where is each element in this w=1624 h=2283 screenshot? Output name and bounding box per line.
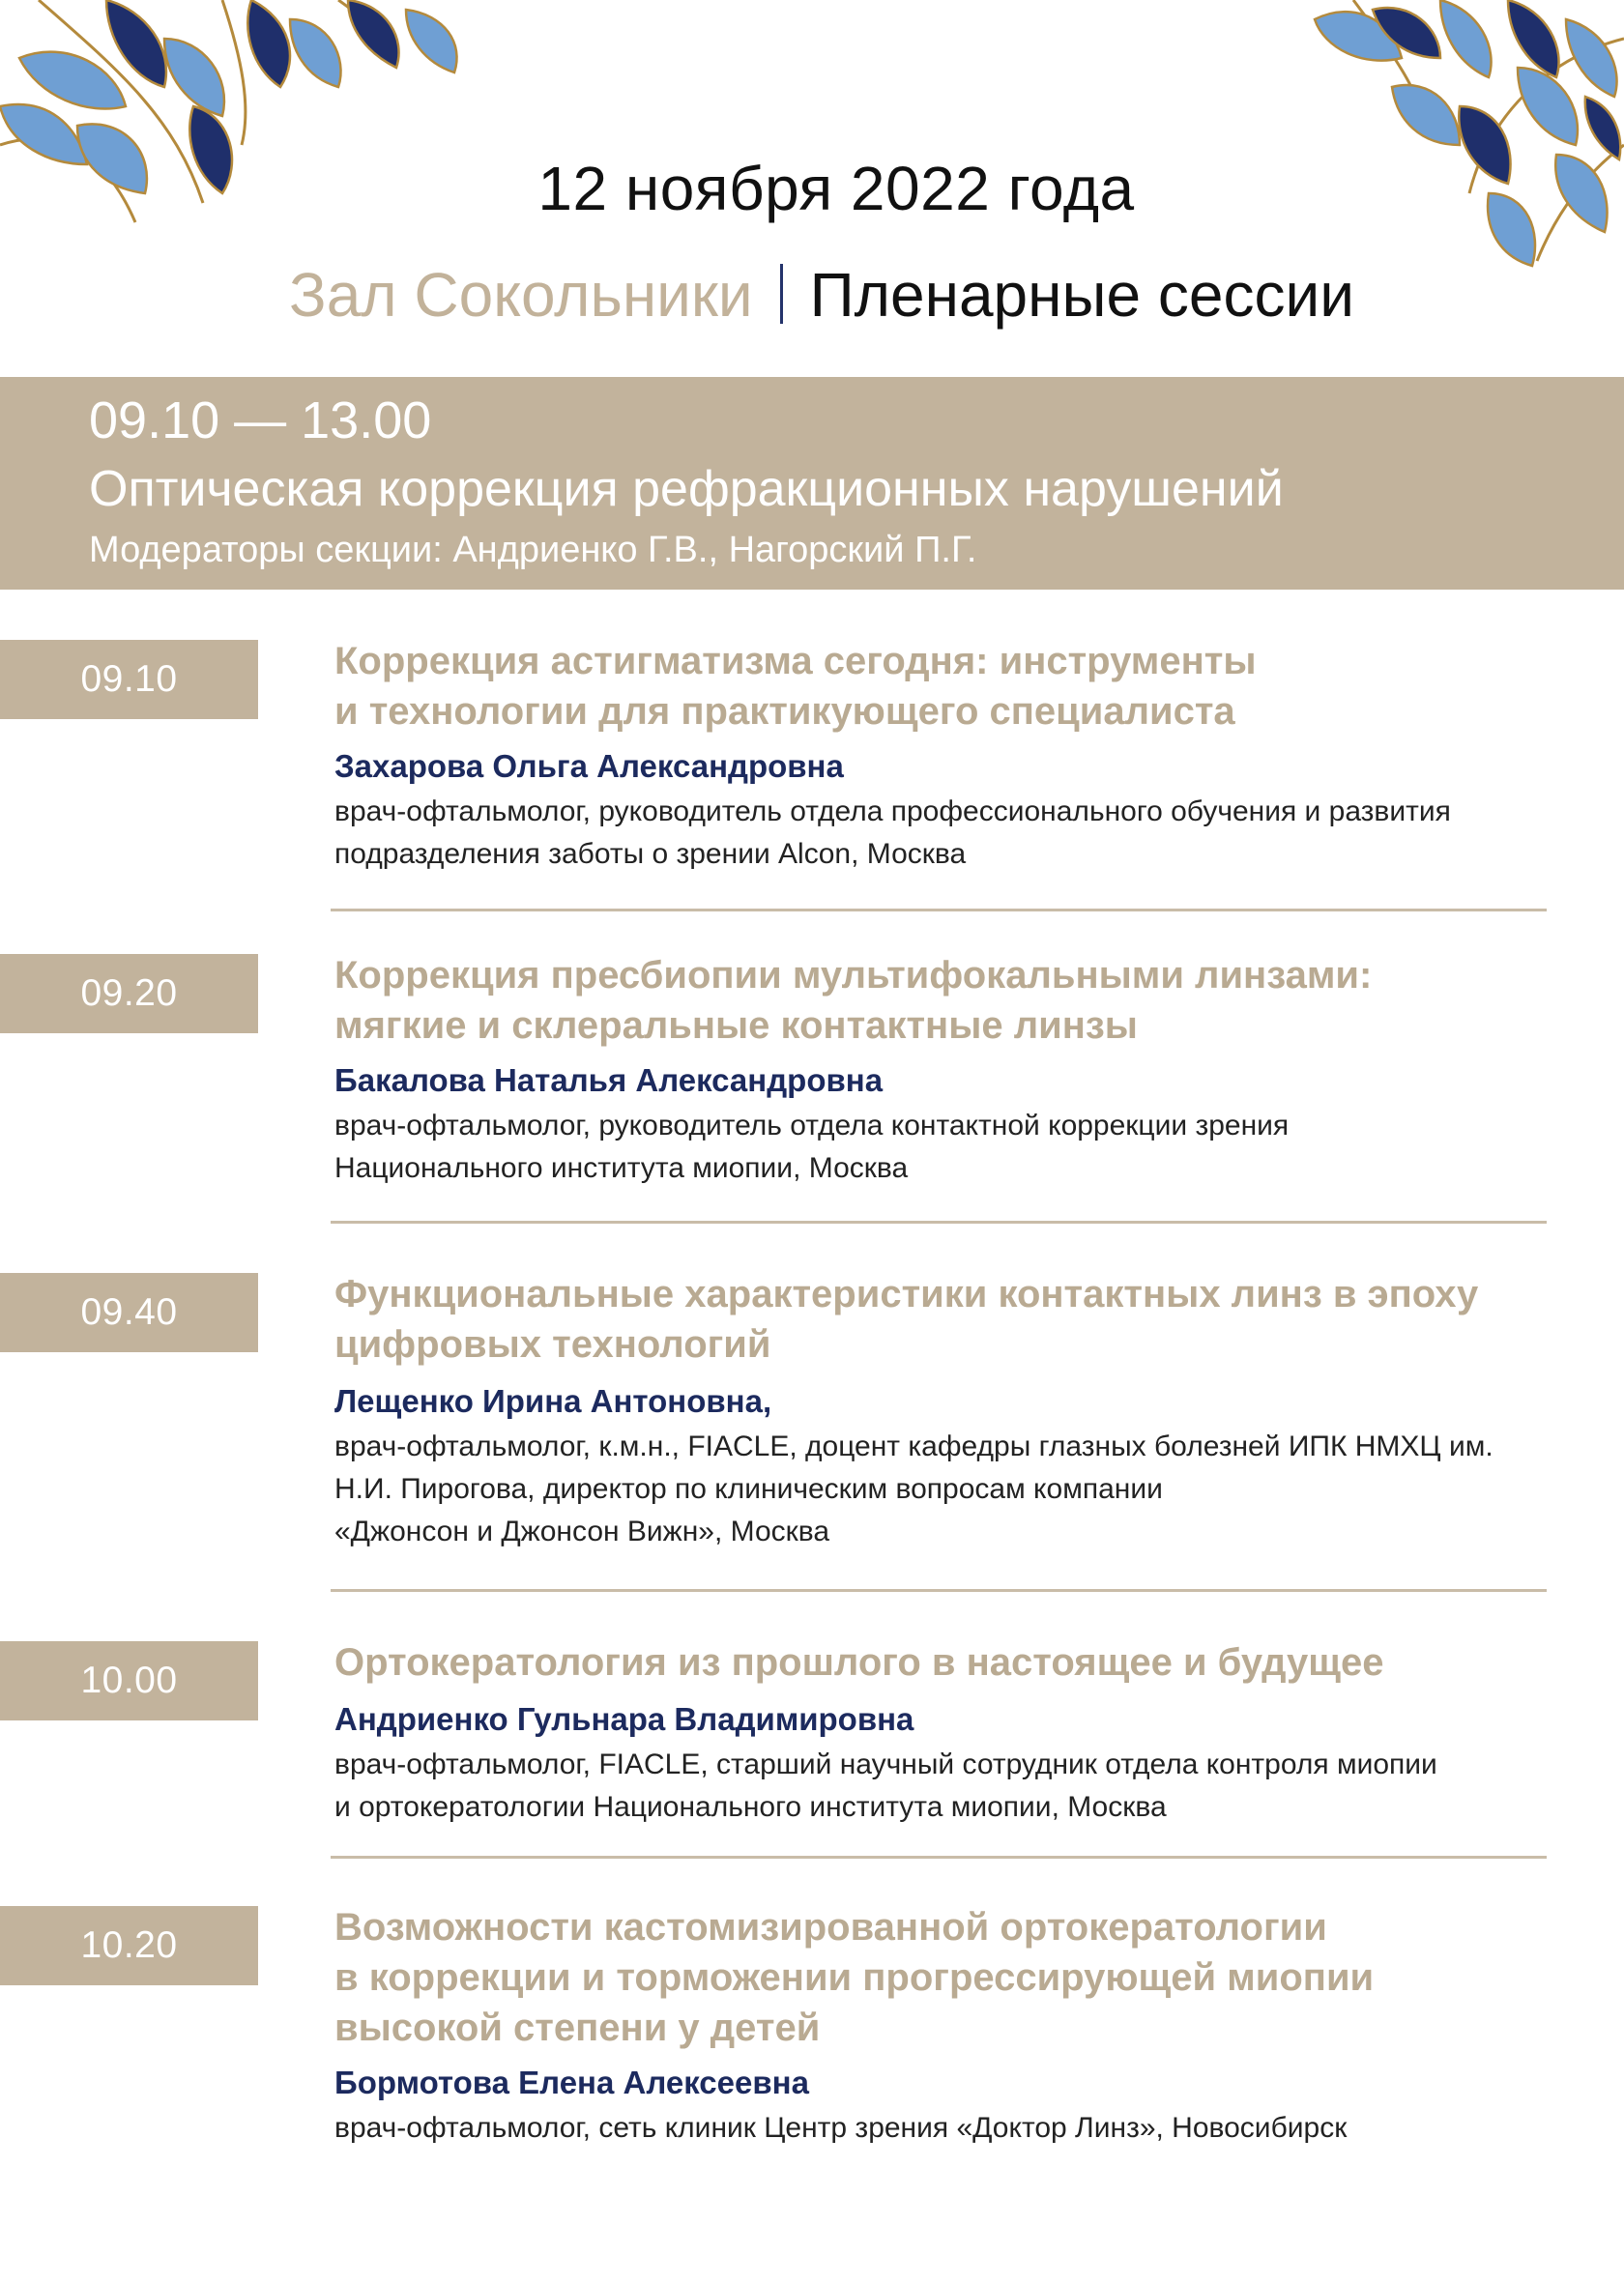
talk-title: Ортокератология из прошлого в настоящее и будущее	[334, 1641, 1384, 1684]
divider	[331, 1856, 1547, 1859]
section-banner	[0, 377, 1624, 590]
speaker-name: Бакалова Наталья Александровна	[334, 1062, 884, 1098]
speaker-info: врач-офтальмолог, руководитель отдела контактной коррекции зрения Национального института миопии, Москва	[334, 1110, 1290, 1184]
section-moderators: Модераторы секции: Андриенко Г.В., Нагорский П.Г.	[89, 530, 977, 570]
session-type: Пленарные сессии	[809, 260, 1354, 330]
speaker-info: врач-офтальмолог, FIACLE, старший научный сотрудник отдела контроля миопии и ортокератологии Национального института миопии, Москва	[334, 1748, 1437, 1823]
speaker-info: врач-офтальмолог, к.м.н., FIACLE, доцент кафедры глазных болезней ИПК НМХЦ им. Н.И. Пирогова, директор по клиническим вопросам компании «Джонсон и Джонсон Вижн», Москва	[334, 1430, 1494, 1547]
talk-title: Возможности кастомизированной ортокератологии в коррекции и торможении прогрессирующей миопии высокой степени у детей	[334, 1906, 1375, 2049]
section-time: 09.10 — 13.00	[89, 391, 432, 449]
speaker-name: Бормотова Елена Алексеевна	[334, 2065, 809, 2100]
speaker-name: Захарова Ольга Александровна	[334, 748, 844, 784]
speaker-info: врач-офтальмолог, сеть клиник Центр зрения «Доктор Линз», Новосибирск	[334, 2112, 1348, 2144]
talk-time: 09.20	[0, 954, 258, 1033]
talk-time: 10.00	[0, 1641, 258, 1720]
separator	[780, 264, 783, 324]
section-title: Оптическая коррекция рефракционных нарушений	[89, 461, 1284, 517]
event-date: 12 ноября 2022 года	[537, 154, 1135, 223]
leaves-ornament-icon	[1295, 0, 1624, 271]
talk-title: Функциональные характеристики контактных линз в эпоху цифровых технологий	[334, 1273, 1479, 1366]
divider	[331, 909, 1547, 911]
speaker-name: Лещенко Ирина Антоновна,	[334, 1383, 772, 1419]
talk-time: 09.10	[0, 640, 258, 719]
hall-name: Зал Сокольники	[289, 260, 753, 330]
speaker-name: Андриенко Гульнара Владимировна	[334, 1701, 914, 1737]
divider	[331, 1221, 1547, 1224]
speaker-info: врач-офтальмолог, руководитель отдела профессионального обучения и развития подразделения заботы о зрении Alcon, Москва	[334, 795, 1451, 870]
talk-time: 10.20	[0, 1906, 258, 1985]
hall-heading	[0, 259, 1624, 331]
talk-title: Коррекция пресбиопии мультифокальными линзами: мягкие и склеральные контактные линзы	[334, 954, 1373, 1047]
talk-title: Коррекция астигматизма сегодня: инструменты и технологии для практикующего специалиста	[334, 640, 1257, 733]
talk-time: 09.40	[0, 1273, 258, 1352]
divider	[331, 1589, 1547, 1592]
